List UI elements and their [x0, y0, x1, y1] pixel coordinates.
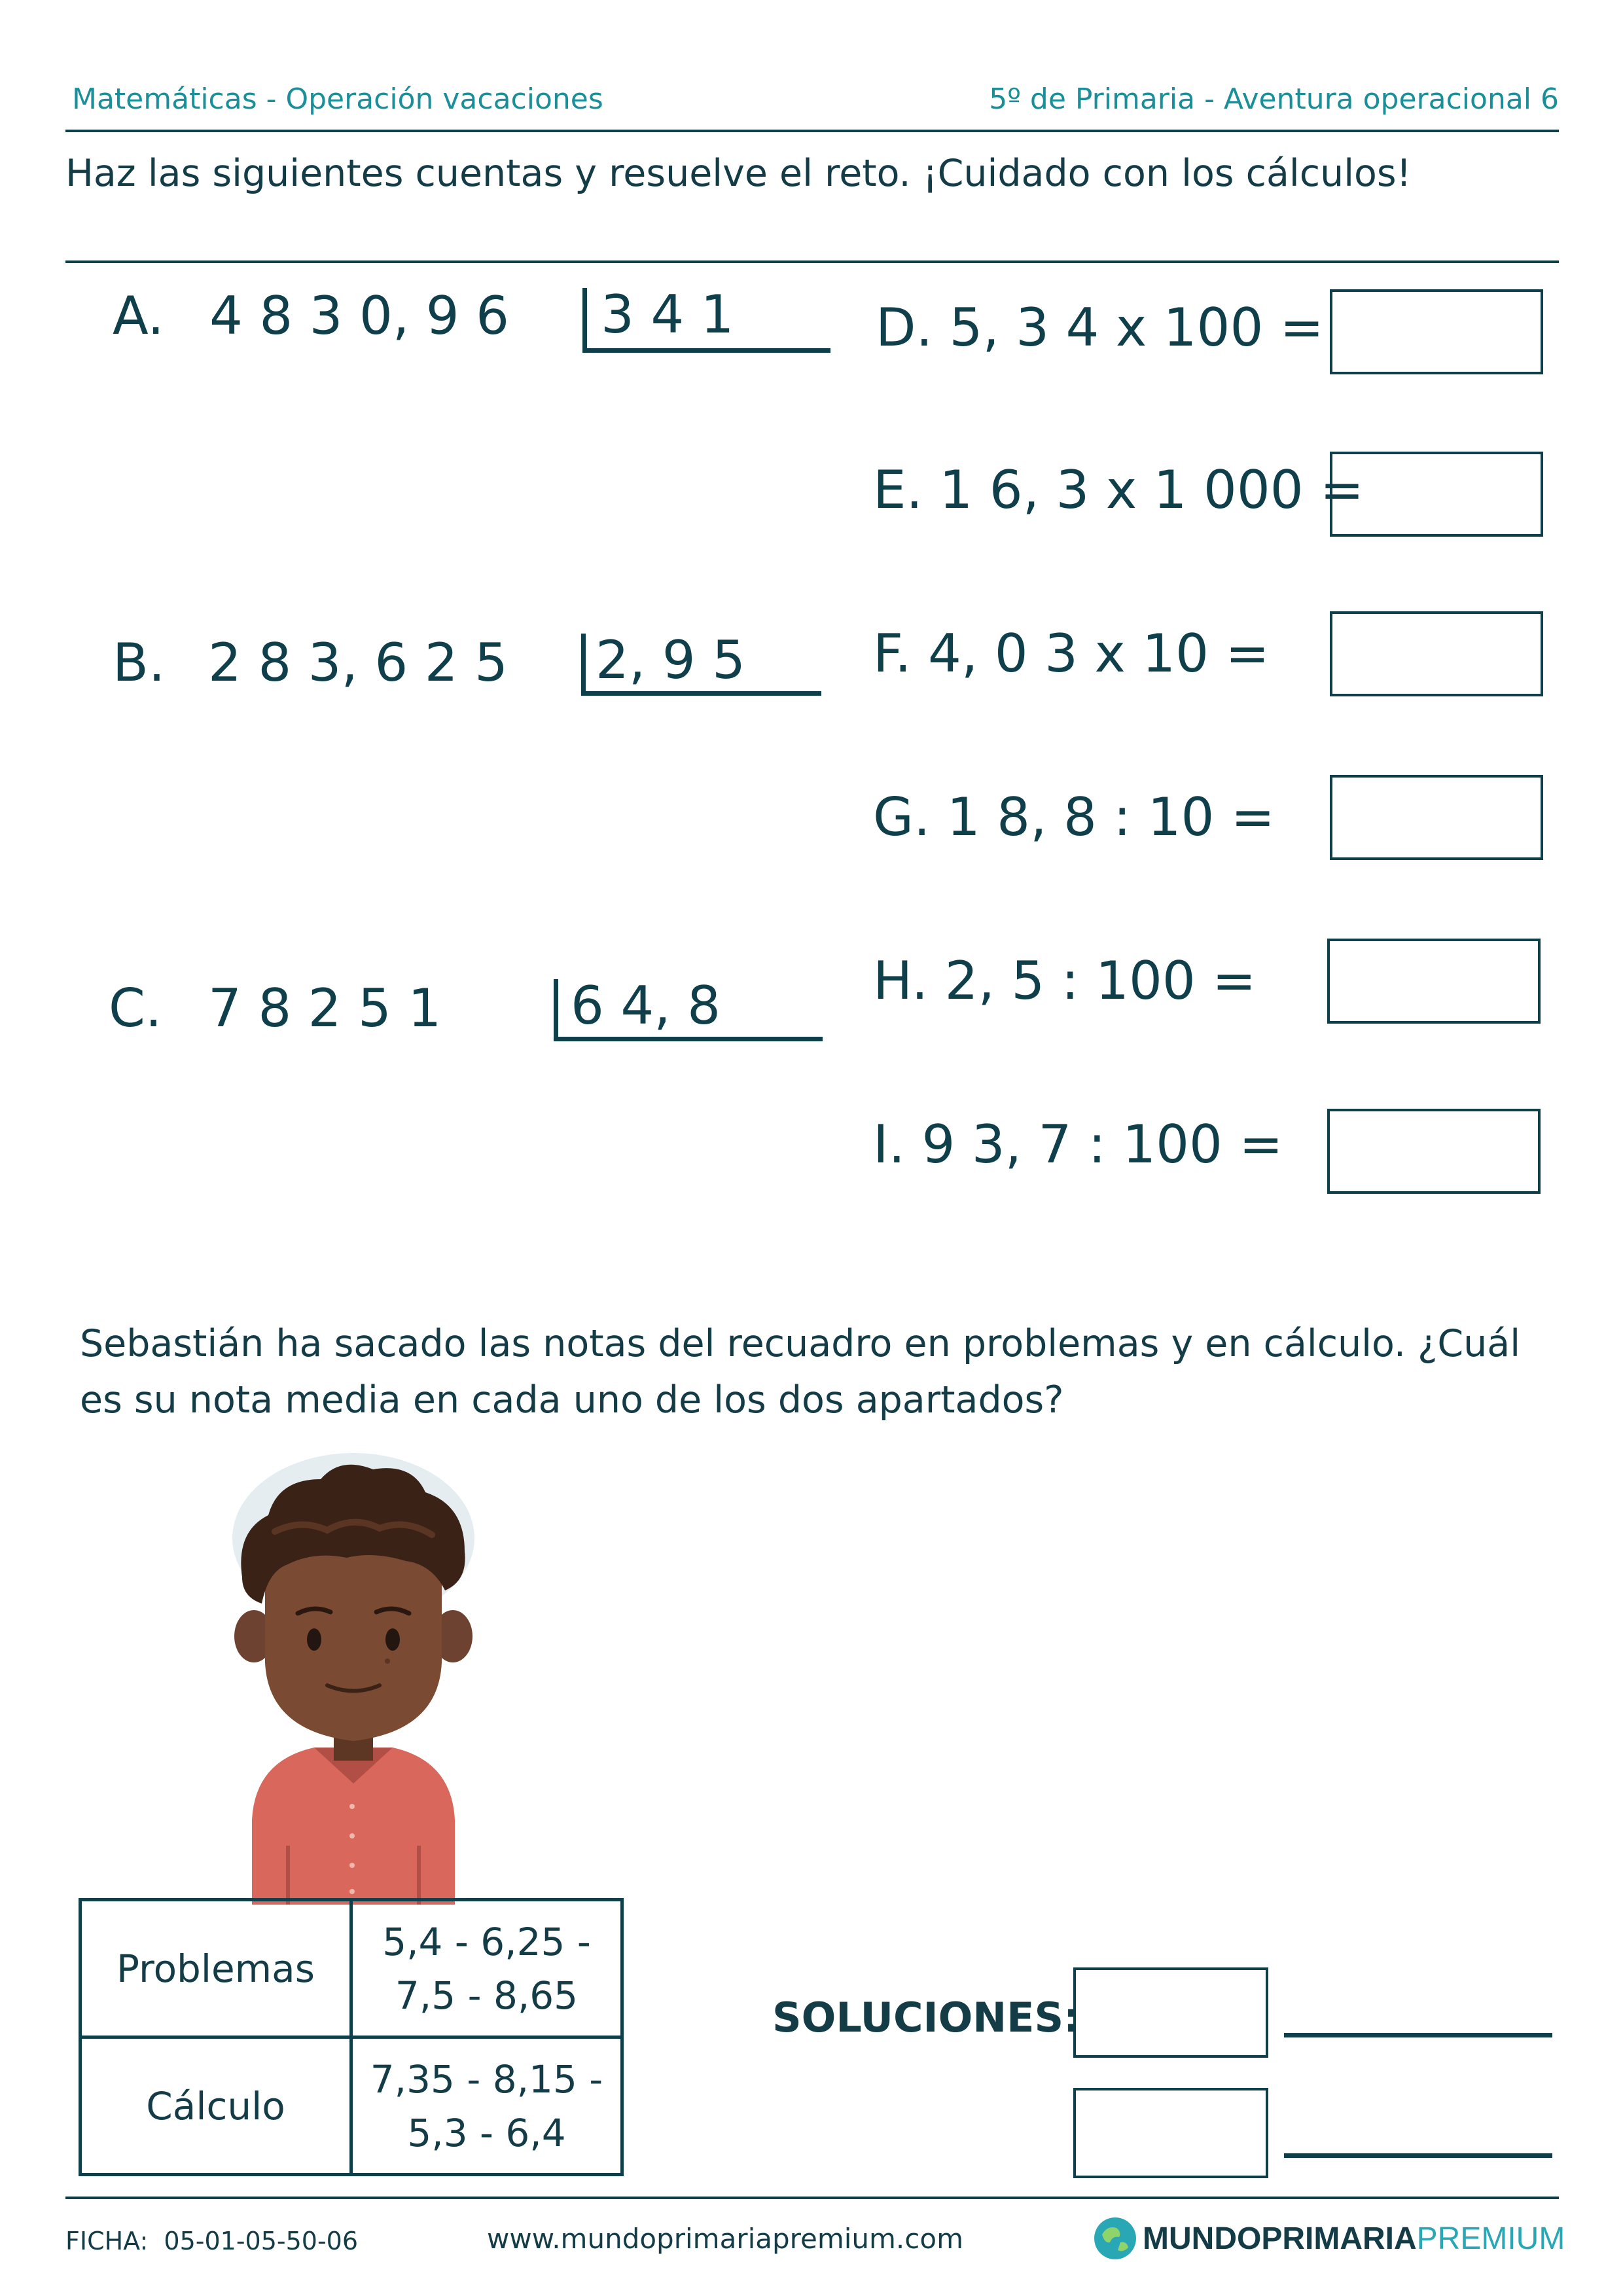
instruction-text: Haz las siguientes cuentas y resuelve el reto. ¡Cuidado con los cálculos! — [65, 152, 1412, 195]
ficha-code: 05-01-05-50-06 — [164, 2227, 359, 2255]
grades-problemas-line2: 7,5 - 8,65 — [395, 1973, 579, 2018]
equation-h: H. 2, 5 : 100 = — [873, 950, 1257, 1011]
section-rule — [65, 260, 1559, 263]
header-right: 5º de Primaria - Aventura operacional 6 — [989, 82, 1559, 116]
grades-table — [79, 1898, 624, 2176]
globe-logo-icon — [1093, 2216, 1137, 2261]
solution-box-2[interactable] — [1073, 2088, 1268, 2178]
student-illustration — [216, 1453, 491, 1905]
grades-label-problemas: Problemas — [80, 1900, 351, 2037]
table-row — [80, 1900, 622, 2037]
grades-values-calculo — [351, 2037, 622, 2175]
answer-box-e[interactable] — [1330, 452, 1543, 537]
answer-box-d[interactable] — [1330, 289, 1543, 374]
grades-problemas-line1: 5,4 - 6,25 - — [382, 1919, 591, 1964]
division-b-dividend: 2 8 3, 6 2 5 — [208, 632, 508, 693]
answer-box-i[interactable] — [1327, 1109, 1541, 1194]
header-rule — [65, 130, 1559, 132]
equation-i: I. 9 3, 7 : 100 = — [873, 1114, 1283, 1175]
brand-primaria: PRIMARIA — [1261, 2221, 1417, 2256]
division-b-divisor: 2, 9 5 — [596, 630, 745, 691]
answer-box-f[interactable] — [1330, 611, 1543, 696]
division-b-label: B. — [113, 632, 166, 693]
brand-mundo: MUNDO — [1143, 2221, 1262, 2256]
grades-values-problemas — [351, 1900, 622, 2037]
equation-g: G. 1 8, 8 : 10 = — [873, 787, 1275, 848]
equation-d: D. 5, 3 4 x 100 = — [876, 297, 1324, 358]
solution-line-1[interactable] — [1284, 2033, 1552, 2037]
header-left: Matemáticas - Operación vacaciones — [72, 82, 603, 116]
grades-label-calculo: Cálculo — [80, 2037, 351, 2175]
division-a-dividend: 4 8 3 0, 9 6 — [209, 285, 509, 346]
answer-box-h[interactable] — [1327, 939, 1541, 1024]
grades-calculo-line1: 7,35 - 8,15 - — [370, 2056, 603, 2102]
problem-text: Sebastián ha sacado las notas del recuadro en problemas y en cálculo. ¿Cuál es su nota media en cada uno de los dos apartados? — [80, 1322, 1521, 1422]
division-c-dividend: 7 8 2 5 1 — [208, 978, 442, 1039]
brand-logo — [1093, 2215, 1565, 2262]
brand-premium: PREMIUM — [1416, 2221, 1565, 2256]
solutions-label: SOLUCIONES: — [772, 1994, 1080, 2041]
grades-calculo-line2: 5,3 - 6,4 — [407, 2110, 566, 2155]
table-row — [80, 2037, 622, 2175]
ficha-label: FICHA: — [65, 2227, 149, 2255]
footer-ficha — [65, 2227, 358, 2255]
division-c-divisor: 6 4, 8 — [571, 975, 721, 1036]
division-c-label: C. — [109, 978, 162, 1039]
equation-f: F. 4, 0 3 x 10 = — [873, 623, 1270, 684]
footer-rule — [65, 2197, 1559, 2199]
division-a-divisor: 3 4 1 — [601, 284, 734, 345]
solution-box-1[interactable] — [1073, 1967, 1268, 2058]
footer-website[interactable]: www.mundoprimariapremium.com — [487, 2223, 963, 2255]
division-a-label: A. — [113, 285, 164, 346]
answer-box-g[interactable] — [1330, 775, 1543, 860]
solution-line-2[interactable] — [1284, 2153, 1552, 2158]
equation-e: E. 1 6, 3 x 1 000 = — [873, 459, 1364, 520]
